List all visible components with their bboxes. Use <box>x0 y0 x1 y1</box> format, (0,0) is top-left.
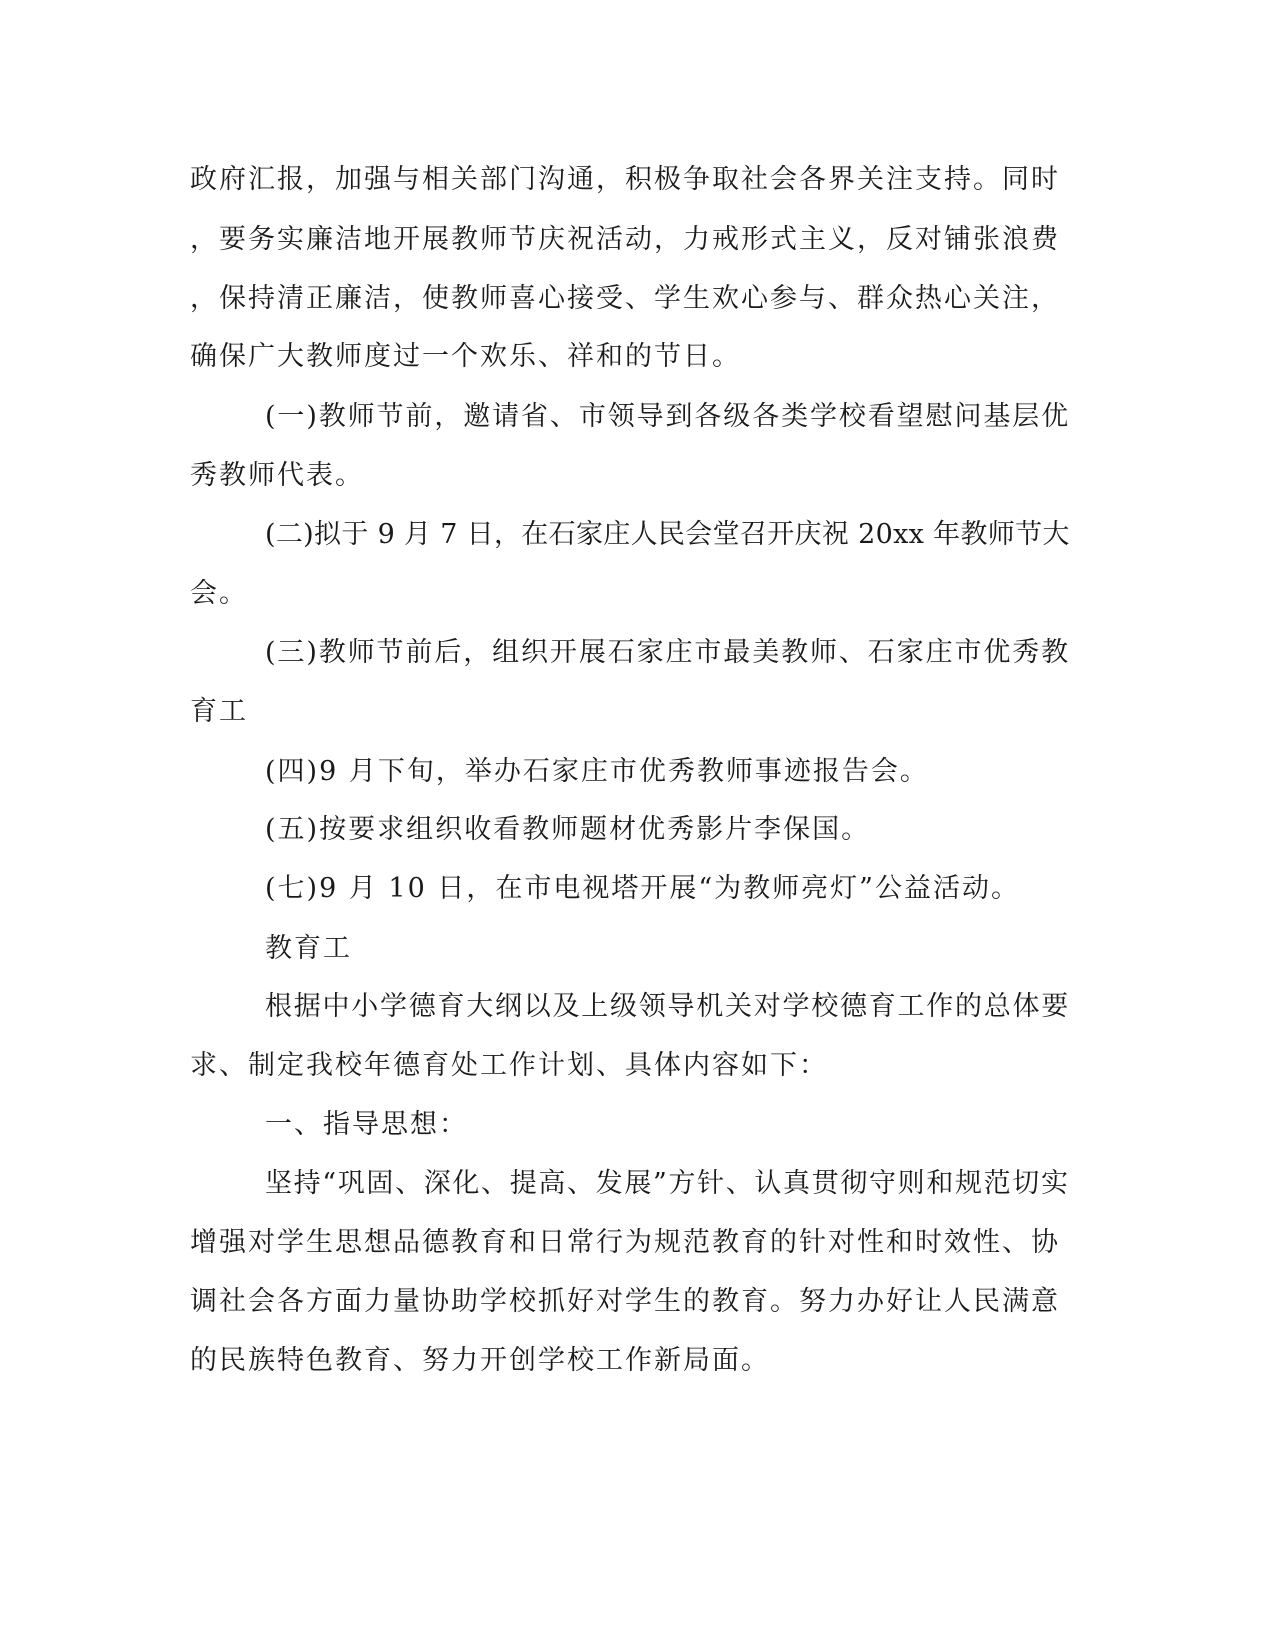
text-line: 一、指导思想： <box>265 1109 468 1140</box>
text-line: ，保持清正廉洁，使教师喜心接受、学生欢心参与、群众热心关注， <box>190 283 1060 314</box>
text-line: 增强对学生思想品德教育和日常行为规范教育的针对性和时效性、协 <box>190 1227 1060 1258</box>
text-line: (五)按要求组织收看教师题材优秀影片李保国。 <box>265 814 871 845</box>
text-line: 根据中小学德育大纲以及上级领导机关对学校德育工作的总体要 <box>265 991 1070 1022</box>
text-line: 求、制定我校年德育处工作计划、具体内容如下： <box>190 1050 828 1081</box>
text-line: (三)教师节前后，组织开展石家庄市最美教师、石家庄市优秀教 <box>265 637 1071 668</box>
text-line: 政府汇报，加强与相关部门沟通，积极争取社会各界关注支持。同时 <box>190 164 1060 195</box>
text-line: (七)9 月 10 日，在市电视塔开展“为教师亮灯”公益活动。 <box>265 873 1020 904</box>
text-line: (一)教师节前，邀请省、市领导到各级各类学校看望慰问基层优 <box>265 401 1071 432</box>
text-line: ，要务实廉洁地开展教师节庆祝活动，力戒形式主义，反对铺张浪费 <box>190 224 1060 255</box>
text-line: (二)拟于 9 月 7 日，在石家庄人民会堂召开庆祝 20xx 年教师节大 <box>265 519 1070 550</box>
text-line: 坚持“巩固、深化、提高、发展”方针、认真贯彻守则和规范切实 <box>265 1168 1070 1199</box>
text-line: 育工 <box>190 696 248 727</box>
text-line: 调社会各方面力量协助学校抓好对学生的教育。努力办好让人民满意 <box>190 1286 1060 1317</box>
text-line: 的民族特色教育、努力开创学校工作新局面。 <box>190 1345 770 1376</box>
text-line: 秀教师代表。 <box>190 460 364 491</box>
text-line: 会。 <box>190 578 248 609</box>
text-line: (四)9 月下旬，举办石家庄市优秀教师事迹报告会。 <box>265 756 929 787</box>
text-line: 确保广大教师度过一个欢乐、祥和的节日。 <box>190 341 741 372</box>
text-line: 教育工 <box>265 933 352 964</box>
